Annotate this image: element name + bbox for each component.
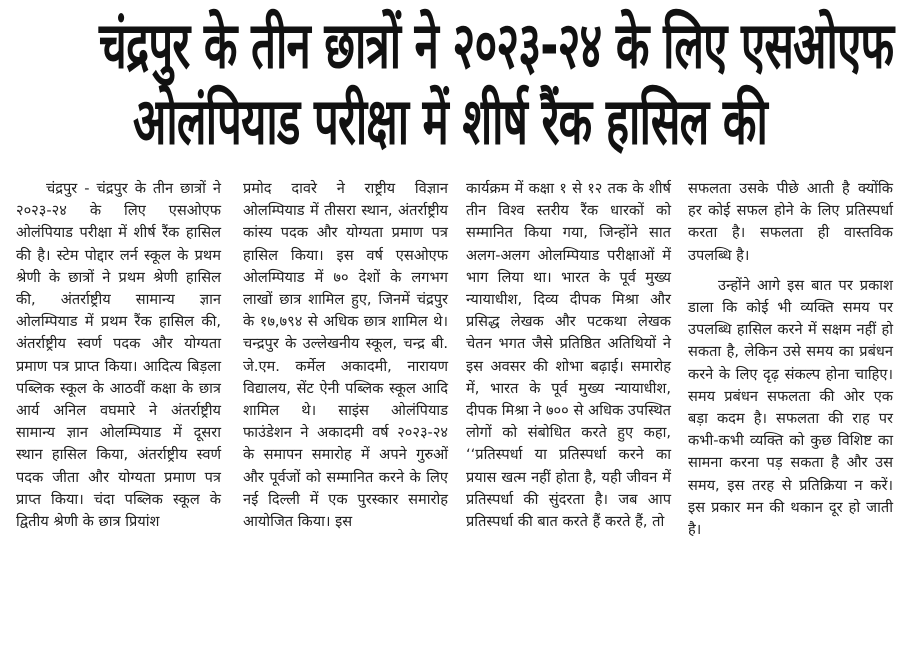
headline-line-1: चंद्रपुर के तीन छात्रों ने २०२३-२४ के लिए एसओएफ bbox=[99, 9, 894, 84]
paragraph: कार्यक्रम में कक्षा १ से १२ तक के शीर्ष तीन विश्व स्तरीय रैंक धारकों को सम्मानित किया गया, जिन्होंने सात अलग-अलग ओलम्पियाड परीक्षाओं में भाग लिया था। भारत के पूर्व मुख्य न्यायाधीश, दिव्य दीपक मिश्रा और प्रसिद्ध लेखक और पटकथा लेखक चेतन भगत जैसे प्रतिष्ठित अतिथियों ने इस अवसर की शोभा बढ़ाई। समारोह में, भारत के पूर्व मुख्य न्यायाधीश, दीपक मिश्रा ने ७०० से अधिक उपस्थित लोगों को संबोधित करते हुए कहा, ‘‘प्रतिस्पर्धा या प्रतिस्पर्धा करने का प्रयास खत्म नहीं होता है, यही जीवन में प्रतिस्पर्धा की सुंदरता है। जब आप प्रतिस्पर्धा की बात करते हैं करते हैं, तो bbox=[466, 180, 671, 531]
paragraph: सफलता उसके पीछे आती है क्योंकि हर कोई सफल होने के लिए प्रतिस्पर्धा करता है। सफलता ही वास्तविक उपलब्धि है। bbox=[688, 180, 893, 264]
headline-line-2: ओलंपियाड परीक्षा में शीर्ष रैंक हासिल की bbox=[133, 85, 767, 160]
paragraph: चंद्रपुर - चंद्रपुर के तीन छात्रों ने २०२३-२४ के लिए एसओएफ ओलंपियाड परीक्षा में शीर्ष रैंक हासिल की है। स्टेम पोद्दार लर्न स्कूल के प्रथम श्रेणी के छात्रों ने प्रथम श्रेणी हासिल की, अंतर्राष्ट्रीय सामान्य ज्ञान ओलम्पियाड में प्रथम रैंक हासिल की, अंतर्राष्ट्रीय स्वर्ण पदक और योग्यता प्रमाण पत्र प्राप्त किया। आदित्य बिड़ला पब्लिक स्कूल के आठवीं कक्षा के छात्र आर्य अनिल वघमारे ने अंतर्राष्ट्रीय सामान्य ज्ञान ओलम्पियाड में दूसरा स्थान हासिल किया, अंतर्राष्ट्रीय स्वर्ण पदक जीता और योग्यता प्रमाण पत्र प्राप्त किया। चंदा पब्लिक स्कूल के द्वितीय श्रेणी के छात्र प्रियांश bbox=[16, 180, 221, 531]
article-column-3 bbox=[466, 178, 671, 533]
article-column-1 bbox=[16, 178, 221, 533]
paragraph: उन्होंने आगे इस बात पर प्रकाश डाला कि कोई भी व्यक्ति समय पर उपलब्धि हासिल करने में सक्षम नहीं हो सकता है, लेकिन उसे समय का प्रबंधन करने के लिए दृढ़ संकल्प होना चाहिए। समय प्रबंधन सफलता की ओर एक बड़ा कदम है। सफलता की राह पर कभी-कभी व्यक्ति को कुछ विशिष्ट का सामना करना पड़ सकता है और उस समय, इस तरह से प्रतिक्रिया न करें। इस प्रकार मन की थकान दूर हो जाती है। bbox=[688, 276, 893, 539]
article-body bbox=[16, 178, 893, 668]
paragraph: प्रमोद दावरे ने राष्ट्रीय विज्ञान ओलम्पियाड में तीसरा स्थान, अंतर्राष्ट्रीय कांस्य पदक और योग्यता प्रमाण पत्र हासिल किया। इस वर्ष एसओएफ ओलम्पियाड में ७० देशों के लगभग लाखों छात्र शामिल हुए, जिनमें चंद्रपुर के १७,७९४ से अधिक छात्र शामिल थे। चन्द्रपुर के उल्लेखनीय स्कूल, चन्द्र बी. जे.एम. कर्मेल अकादमी, नारायण विद्यालय, सेंट ऐनी पब्लिक स्कूल आदि शामिल थे। साइंस ओलंपियाड फाउंडेशन ने अकादमी वर्ष २०२३-२४ के समापन समारोह में अपने गुरुओं और पूर्वजों को सम्मानित करने के लिए नई दिल्ली में एक पुरस्कार समारोह आयोजित किया। इस bbox=[243, 180, 448, 531]
article-column-2 bbox=[243, 178, 448, 533]
article-column-4 bbox=[688, 178, 893, 541]
